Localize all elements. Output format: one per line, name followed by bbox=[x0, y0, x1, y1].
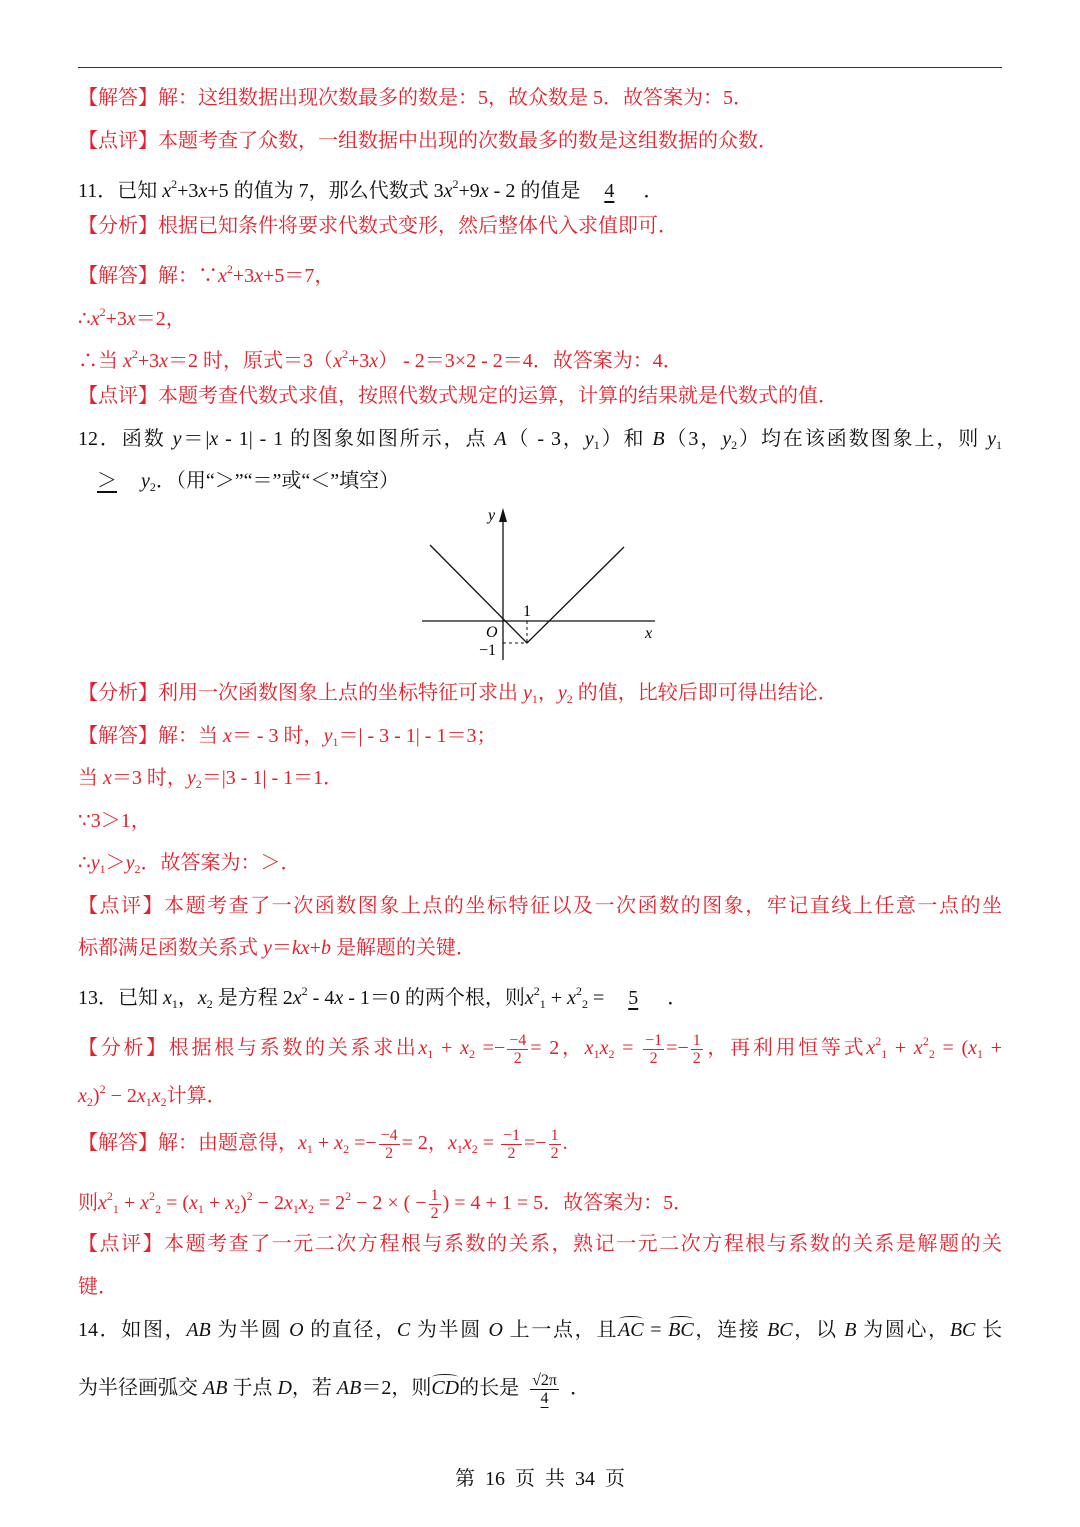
superscript: 2 bbox=[131, 347, 138, 361]
text-segment: +9 bbox=[458, 180, 480, 202]
text-segment: ）均在该函数图象上，则 bbox=[737, 428, 988, 450]
math-variable: x bbox=[479, 180, 489, 202]
text-segment: − 2 bbox=[105, 1085, 137, 1107]
text-segment: 计算． bbox=[166, 1085, 227, 1107]
text-segment: ＞ bbox=[105, 852, 126, 874]
math-variable: x bbox=[140, 1192, 150, 1214]
text-segment: （3， bbox=[664, 428, 723, 450]
math-variable: x bbox=[298, 1132, 307, 1155]
y-axis-label: y bbox=[488, 507, 496, 524]
math-variable: B bbox=[652, 428, 665, 450]
text-segment: 11．已知 bbox=[78, 180, 163, 202]
subscript: 2 bbox=[608, 1047, 615, 1061]
subscript: 1 bbox=[593, 438, 600, 452]
text-segment: 12．函数 bbox=[78, 428, 173, 450]
subscript: 1 bbox=[427, 1047, 434, 1061]
superscript: 2 bbox=[345, 1189, 352, 1203]
text-segment: + bbox=[118, 1192, 141, 1214]
text-segment: ．故答案为：＞． bbox=[140, 852, 301, 874]
subscript: 2 bbox=[149, 480, 156, 494]
text-line bbox=[78, 384, 838, 408]
answer-blank-fraction bbox=[526, 1372, 563, 1407]
text-segment: 为圆心， bbox=[856, 1319, 950, 1341]
subscript: 1 bbox=[531, 692, 538, 706]
superscript: 2 bbox=[341, 347, 348, 361]
superscript: 2 bbox=[99, 1082, 106, 1096]
text-segment: ， bbox=[537, 682, 558, 704]
text-line bbox=[78, 257, 334, 288]
fraction bbox=[501, 1127, 522, 1162]
text-line bbox=[78, 766, 343, 796]
subscript: 1 bbox=[112, 1202, 119, 1216]
text-segment: ） - 2＝3×2 - 2＝4．故答案为：4． bbox=[378, 350, 683, 372]
text-segment: 为半圆 bbox=[410, 1319, 489, 1341]
text-segment: ＝|3 - 1| - 1＝1． bbox=[201, 767, 344, 789]
text-segment: - 2 的值是 bbox=[488, 180, 581, 202]
math-variable: y bbox=[90, 852, 100, 874]
text-segment: = 2 bbox=[313, 1192, 346, 1214]
text-segment: +5＝7， bbox=[263, 265, 335, 287]
superscript: 2 bbox=[99, 305, 106, 319]
math-variable: C bbox=[396, 1319, 411, 1341]
text-segment: 的直径， bbox=[303, 1319, 397, 1341]
math-variable: y bbox=[557, 682, 567, 704]
text-segment: - 4 bbox=[307, 987, 335, 1009]
superscript: 2 bbox=[452, 177, 459, 191]
subscript: 2 bbox=[234, 1202, 241, 1216]
fraction bbox=[549, 1127, 561, 1162]
subscript: 2 bbox=[86, 1095, 93, 1109]
text-segment: +3 bbox=[137, 350, 160, 372]
text-segment: ＝ - 3 时， bbox=[231, 725, 324, 747]
text-segment: ＝3 时， bbox=[111, 767, 187, 789]
answer-blank: ＞ bbox=[97, 470, 117, 492]
subscript: 2 bbox=[928, 1047, 935, 1061]
text-segment: 是方程 2 bbox=[212, 987, 293, 1009]
fraction-numerator: −4 bbox=[380, 1127, 398, 1144]
superscript: 2 bbox=[106, 1189, 113, 1203]
arc-notation: CD bbox=[431, 1377, 460, 1400]
text-segment: 【解答】解：∵ bbox=[78, 265, 218, 287]
text-segment: ＝| bbox=[181, 428, 210, 450]
tick-label-neg1: −1 bbox=[479, 642, 497, 659]
text-segment: 则 bbox=[78, 1192, 98, 1214]
subscript: 2 bbox=[160, 1095, 167, 1109]
math-variable: x bbox=[225, 1192, 235, 1214]
subscript: 1 bbox=[977, 1047, 984, 1061]
text-segment: = 2， bbox=[401, 1132, 448, 1155]
text-line bbox=[78, 1077, 227, 1114]
math-variable: AB bbox=[336, 1377, 362, 1400]
math-variable: b bbox=[320, 937, 331, 959]
subscript: 2 bbox=[155, 1202, 162, 1216]
math-variable: AB bbox=[203, 1377, 228, 1400]
subscript: 2 bbox=[468, 1047, 475, 1061]
text-segment: + bbox=[203, 1192, 226, 1214]
subscript: 2 bbox=[581, 997, 588, 1011]
text-segment: ∴ bbox=[78, 308, 91, 330]
math-variable: x bbox=[159, 350, 169, 372]
text-line bbox=[78, 979, 687, 1016]
fraction bbox=[379, 1127, 400, 1162]
tick-label-1: 1 bbox=[523, 603, 531, 620]
math-variable: x bbox=[223, 725, 232, 747]
text-segment: ＝ bbox=[271, 937, 292, 959]
text-segment: ． bbox=[638, 180, 664, 202]
text-segment: 【分析】根据已知条件将要求代数式变形，然后整体代入求值即可． bbox=[78, 215, 678, 237]
math-variable: x bbox=[254, 265, 264, 287]
text-segment: 【解答】解：由题意得， bbox=[78, 1132, 298, 1155]
text-segment: 为半径画弧交 bbox=[78, 1377, 203, 1400]
text-segment: = bbox=[587, 987, 605, 1009]
math-variable: x bbox=[209, 428, 219, 450]
fraction-numerator: 1 bbox=[692, 1031, 701, 1049]
text-segment: +3 bbox=[232, 265, 255, 287]
text-segment: = ( bbox=[161, 1192, 190, 1214]
text-line bbox=[78, 1232, 1002, 1258]
text-segment: = 2， bbox=[530, 1037, 585, 1059]
math-variable: x bbox=[151, 1085, 161, 1107]
fraction bbox=[691, 1032, 703, 1067]
text-segment: ) = 4 + 1 = 5．故答案为：5． bbox=[442, 1192, 694, 1214]
text-segment: ，以 bbox=[792, 1319, 845, 1341]
text-segment: ＝2，则 bbox=[361, 1377, 432, 1400]
math-variable: x bbox=[584, 1037, 594, 1059]
text-segment: - 1＝0 的两个根，则 bbox=[343, 987, 525, 1009]
text-line bbox=[78, 851, 301, 881]
math-variable: y bbox=[523, 682, 532, 704]
math-variable: y bbox=[263, 937, 272, 959]
subscript: 2 bbox=[731, 438, 738, 452]
math-variable: y bbox=[323, 725, 333, 747]
text-segment: 是解题的关键． bbox=[330, 937, 476, 959]
text-line bbox=[78, 427, 1002, 453]
text-segment: = bbox=[614, 1037, 642, 1059]
math-variable: x bbox=[284, 1192, 293, 1214]
fraction-denominator: 2 bbox=[649, 1049, 658, 1067]
subscript: 1 bbox=[306, 1142, 313, 1157]
text-segment: ) bbox=[92, 1085, 100, 1107]
text-segment: 【解答】解：当 bbox=[78, 725, 223, 747]
text-segment: − 2 × ( − bbox=[351, 1192, 427, 1214]
subscript: 2 bbox=[343, 1142, 350, 1157]
fraction-denominator: 4 bbox=[540, 1390, 549, 1407]
math-variable: x bbox=[298, 1192, 308, 1214]
text-segment: 【分析】根据根与系数的关系求出 bbox=[78, 1037, 419, 1059]
text-line bbox=[78, 300, 186, 331]
text-segment: + bbox=[545, 987, 568, 1009]
math-variable: kx bbox=[291, 937, 310, 959]
text-segment: ＝2， bbox=[135, 308, 186, 330]
text-segment: . bbox=[562, 1132, 568, 1155]
subscript: 2 bbox=[307, 1202, 314, 1216]
fraction bbox=[429, 1187, 441, 1222]
fraction bbox=[643, 1032, 664, 1067]
fraction-numerator: −1 bbox=[645, 1031, 663, 1049]
text-segment: ∴当 bbox=[78, 350, 123, 372]
text-segment: =− bbox=[349, 1132, 377, 1155]
text-segment: 标都满足函数关系式 bbox=[78, 937, 263, 959]
text-segment: ) bbox=[240, 1192, 247, 1214]
math-variable: A bbox=[494, 428, 507, 450]
text-segment: =− bbox=[474, 1037, 506, 1059]
math-variable: x bbox=[126, 308, 136, 330]
math-variable: y bbox=[141, 470, 150, 492]
text-segment: 上一点，且 bbox=[503, 1319, 618, 1341]
text-segment: +3 bbox=[347, 350, 370, 372]
text-line bbox=[78, 129, 778, 153]
text-line bbox=[78, 1184, 693, 1222]
text-segment: ． bbox=[564, 1377, 590, 1400]
math-variable: x bbox=[197, 987, 207, 1009]
fraction-denominator: 2 bbox=[385, 1145, 394, 1162]
text-segment: 于点 bbox=[227, 1377, 278, 1400]
text-segment: + bbox=[887, 1037, 914, 1059]
math-variable: x bbox=[462, 1132, 472, 1155]
text-segment: ． bbox=[662, 987, 688, 1009]
text-segment: = ( bbox=[934, 1037, 969, 1059]
fraction bbox=[507, 1032, 528, 1067]
math-variable: x bbox=[913, 1037, 923, 1059]
text-segment: 【分析】利用一次函数图象上点的坐标特征可求出 bbox=[78, 682, 523, 704]
fraction-denominator: 2 bbox=[507, 1145, 516, 1162]
text-segment: +5 的值为 7，那么代数式 3 bbox=[207, 180, 444, 202]
subscript: 1 bbox=[996, 438, 1003, 452]
text-segment: 键． bbox=[78, 1276, 118, 1298]
math-variable: AB bbox=[186, 1319, 211, 1341]
text-segment: （ - 3， bbox=[506, 428, 585, 450]
math-variable: y bbox=[125, 852, 135, 874]
fraction-numerator: 1 bbox=[430, 1186, 439, 1204]
math-variable: y bbox=[987, 428, 997, 450]
text-segment: = bbox=[477, 1132, 499, 1155]
text-line bbox=[78, 172, 663, 203]
math-variable: x bbox=[103, 767, 112, 789]
text-segment: ＝| - 3 - 1| - 1＝3； bbox=[338, 725, 497, 747]
superscript: 2 bbox=[226, 262, 233, 276]
text-line bbox=[78, 894, 1002, 920]
superscript: 2 bbox=[922, 1034, 929, 1048]
math-variable: x bbox=[334, 987, 344, 1009]
subscript: 1 bbox=[593, 1047, 600, 1061]
fraction-denominator: 2 bbox=[430, 1204, 439, 1222]
math-variable: x bbox=[866, 1037, 876, 1059]
subscript: 1 bbox=[145, 1095, 152, 1109]
text-segment: =− bbox=[666, 1037, 689, 1059]
math-variable: x bbox=[334, 1132, 344, 1155]
subscript: 2 bbox=[471, 1142, 478, 1157]
subscript: 1 bbox=[456, 1142, 463, 1157]
arc-notation: AC bbox=[618, 1319, 644, 1341]
math-variable: x bbox=[524, 987, 534, 1009]
superscript: 2 bbox=[171, 177, 178, 191]
math-variable: x bbox=[198, 180, 208, 202]
text-segment: ，若 bbox=[291, 1377, 337, 1400]
text-segment: + bbox=[983, 1037, 1003, 1059]
text-segment: 的长是 bbox=[459, 1377, 525, 1400]
text-segment: 【解答】解：这组数据出现次数最多的数是：5，故众数是 5．故答案为：5． bbox=[78, 87, 753, 109]
header-rule bbox=[78, 67, 1002, 68]
text-segment: + bbox=[312, 1132, 335, 1155]
math-variable: x bbox=[189, 1192, 198, 1214]
text-segment: ＝2 时，原式＝3（ bbox=[168, 350, 334, 372]
subscript: 1 bbox=[332, 735, 339, 749]
math-variable: x bbox=[162, 180, 172, 202]
math-variable: O bbox=[289, 1319, 304, 1341]
answer-blank: 4 bbox=[604, 180, 615, 202]
arc-notation: BC bbox=[668, 1319, 694, 1341]
subscript: 2 bbox=[134, 862, 141, 876]
text-segment: 【点评】本题考查了众数，一组数据中出现的次数最多的数是这组数据的众数． bbox=[78, 130, 778, 152]
superscript: 2 bbox=[301, 984, 308, 998]
text-segment: 当 bbox=[78, 767, 103, 789]
math-variable: x bbox=[90, 308, 100, 330]
text-line bbox=[78, 1318, 1002, 1344]
fraction-numerator: −4 bbox=[509, 1031, 527, 1049]
text-line bbox=[78, 1029, 1003, 1067]
answer-blank: 5 bbox=[628, 987, 639, 1009]
text-segment: ∴ bbox=[78, 852, 91, 874]
superscript: 2 bbox=[875, 1034, 882, 1048]
text-segment: + bbox=[433, 1037, 461, 1059]
text-segment: 【点评】本题考查了一元二次方程根与系数的关系，熟记一元二次方程根与系数的关系是解题的关 bbox=[78, 1233, 1002, 1255]
fraction-denominator: 2 bbox=[513, 1049, 522, 1067]
math-variable: x bbox=[599, 1037, 609, 1059]
superscript: 2 bbox=[149, 1189, 156, 1203]
math-variable: x bbox=[968, 1037, 978, 1059]
superscript: 2 bbox=[575, 984, 582, 998]
math-variable: O bbox=[488, 1319, 503, 1341]
text-segment: 14．如图， bbox=[78, 1319, 187, 1341]
subscript: 1 bbox=[99, 862, 106, 876]
text-segment: - 1| - 1 的图象如图所示，点 bbox=[218, 428, 495, 450]
math-variable: x bbox=[443, 180, 453, 202]
subscript: 2 bbox=[195, 777, 202, 791]
origin-label: O bbox=[486, 624, 498, 641]
text-segment: ∵3＞1， bbox=[78, 810, 151, 832]
fraction-numerator: 1 bbox=[550, 1127, 559, 1144]
math-variable: x bbox=[123, 350, 132, 372]
math-variable: x bbox=[136, 1085, 146, 1107]
math-variable: BC bbox=[767, 1319, 793, 1341]
text-segment: 长 bbox=[975, 1319, 1003, 1341]
subscript: 1 bbox=[171, 997, 178, 1011]
subscript: 1 bbox=[881, 1047, 888, 1061]
math-variable: D bbox=[277, 1377, 292, 1400]
fraction-denominator: 2 bbox=[692, 1049, 701, 1067]
text-line bbox=[78, 681, 838, 711]
subscript: 1 bbox=[539, 997, 546, 1011]
subscript: 1 bbox=[292, 1202, 299, 1216]
text-segment: 的值，比较后即可得出结论． bbox=[572, 682, 838, 704]
text-segment: ， bbox=[177, 987, 198, 1009]
text-segment: ，再利用恒等式 bbox=[704, 1037, 867, 1059]
math-variable: y bbox=[172, 428, 182, 450]
math-variable: x bbox=[369, 350, 379, 372]
math-variable: x bbox=[292, 987, 302, 1009]
text-segment: ．（用“＞”“＝”或“＜”填空） bbox=[155, 470, 400, 492]
text-line bbox=[78, 724, 496, 754]
math-variable: x bbox=[447, 1132, 457, 1155]
text-segment: ，连接 bbox=[693, 1319, 768, 1341]
text-line bbox=[78, 342, 683, 373]
math-variable: x bbox=[333, 350, 342, 372]
subscript: 2 bbox=[566, 692, 573, 706]
x-axis-label: x bbox=[645, 625, 653, 642]
math-variable: y bbox=[584, 428, 594, 450]
text-line bbox=[78, 1372, 590, 1407]
superscript: 2 bbox=[246, 1189, 253, 1203]
math-variable: x bbox=[418, 1037, 428, 1059]
math-variable: x bbox=[218, 265, 227, 287]
fraction-numerator: √2π bbox=[532, 1372, 557, 1389]
math-variable: x bbox=[163, 987, 172, 1009]
math-variable: x bbox=[78, 1085, 87, 1107]
math-variable: B bbox=[844, 1319, 857, 1341]
function-graph bbox=[415, 500, 665, 670]
text-segment: =− bbox=[524, 1132, 547, 1155]
text-line bbox=[78, 86, 753, 110]
text-segment: 13．已知 bbox=[78, 987, 163, 1009]
text-segment: ）和 bbox=[599, 428, 653, 450]
y-axis-arrow-icon bbox=[499, 508, 507, 522]
text-segment: + bbox=[309, 937, 321, 959]
subscript: 1 bbox=[197, 1202, 204, 1216]
subscript: 2 bbox=[206, 997, 213, 1011]
text-segment: 为半圆 bbox=[210, 1319, 290, 1341]
text-segment: +3 bbox=[105, 308, 127, 330]
text-line bbox=[78, 214, 678, 238]
text-segment: 【点评】本题考查了一次函数图象上点的坐标特征以及一次函数的图象，牢记直线上任意一点的坐 bbox=[78, 895, 1002, 917]
text-line bbox=[78, 809, 151, 833]
math-variable: y bbox=[722, 428, 732, 450]
math-variable: x bbox=[98, 1192, 107, 1214]
text-segment: − 2 bbox=[252, 1192, 285, 1214]
text-line bbox=[78, 1275, 118, 1299]
text-segment: +3 bbox=[177, 180, 199, 202]
text-line bbox=[78, 1127, 568, 1162]
text-line bbox=[78, 469, 399, 499]
math-variable: x bbox=[567, 987, 576, 1009]
math-variable: y bbox=[186, 767, 196, 789]
text-segment: = bbox=[643, 1319, 669, 1341]
fraction-denominator: 2 bbox=[550, 1145, 559, 1162]
text-line bbox=[78, 936, 476, 960]
fraction-numerator: −1 bbox=[503, 1127, 521, 1144]
text-segment: 【点评】本题考查代数式求值，按照代数式规定的运算，计算的结果就是代数式的值． bbox=[78, 385, 838, 407]
page-footer: 第 16 页 共 34 页 bbox=[455, 1468, 625, 1490]
superscript: 2 bbox=[533, 984, 540, 998]
math-variable: x bbox=[460, 1037, 469, 1059]
math-variable: BC bbox=[949, 1319, 976, 1341]
